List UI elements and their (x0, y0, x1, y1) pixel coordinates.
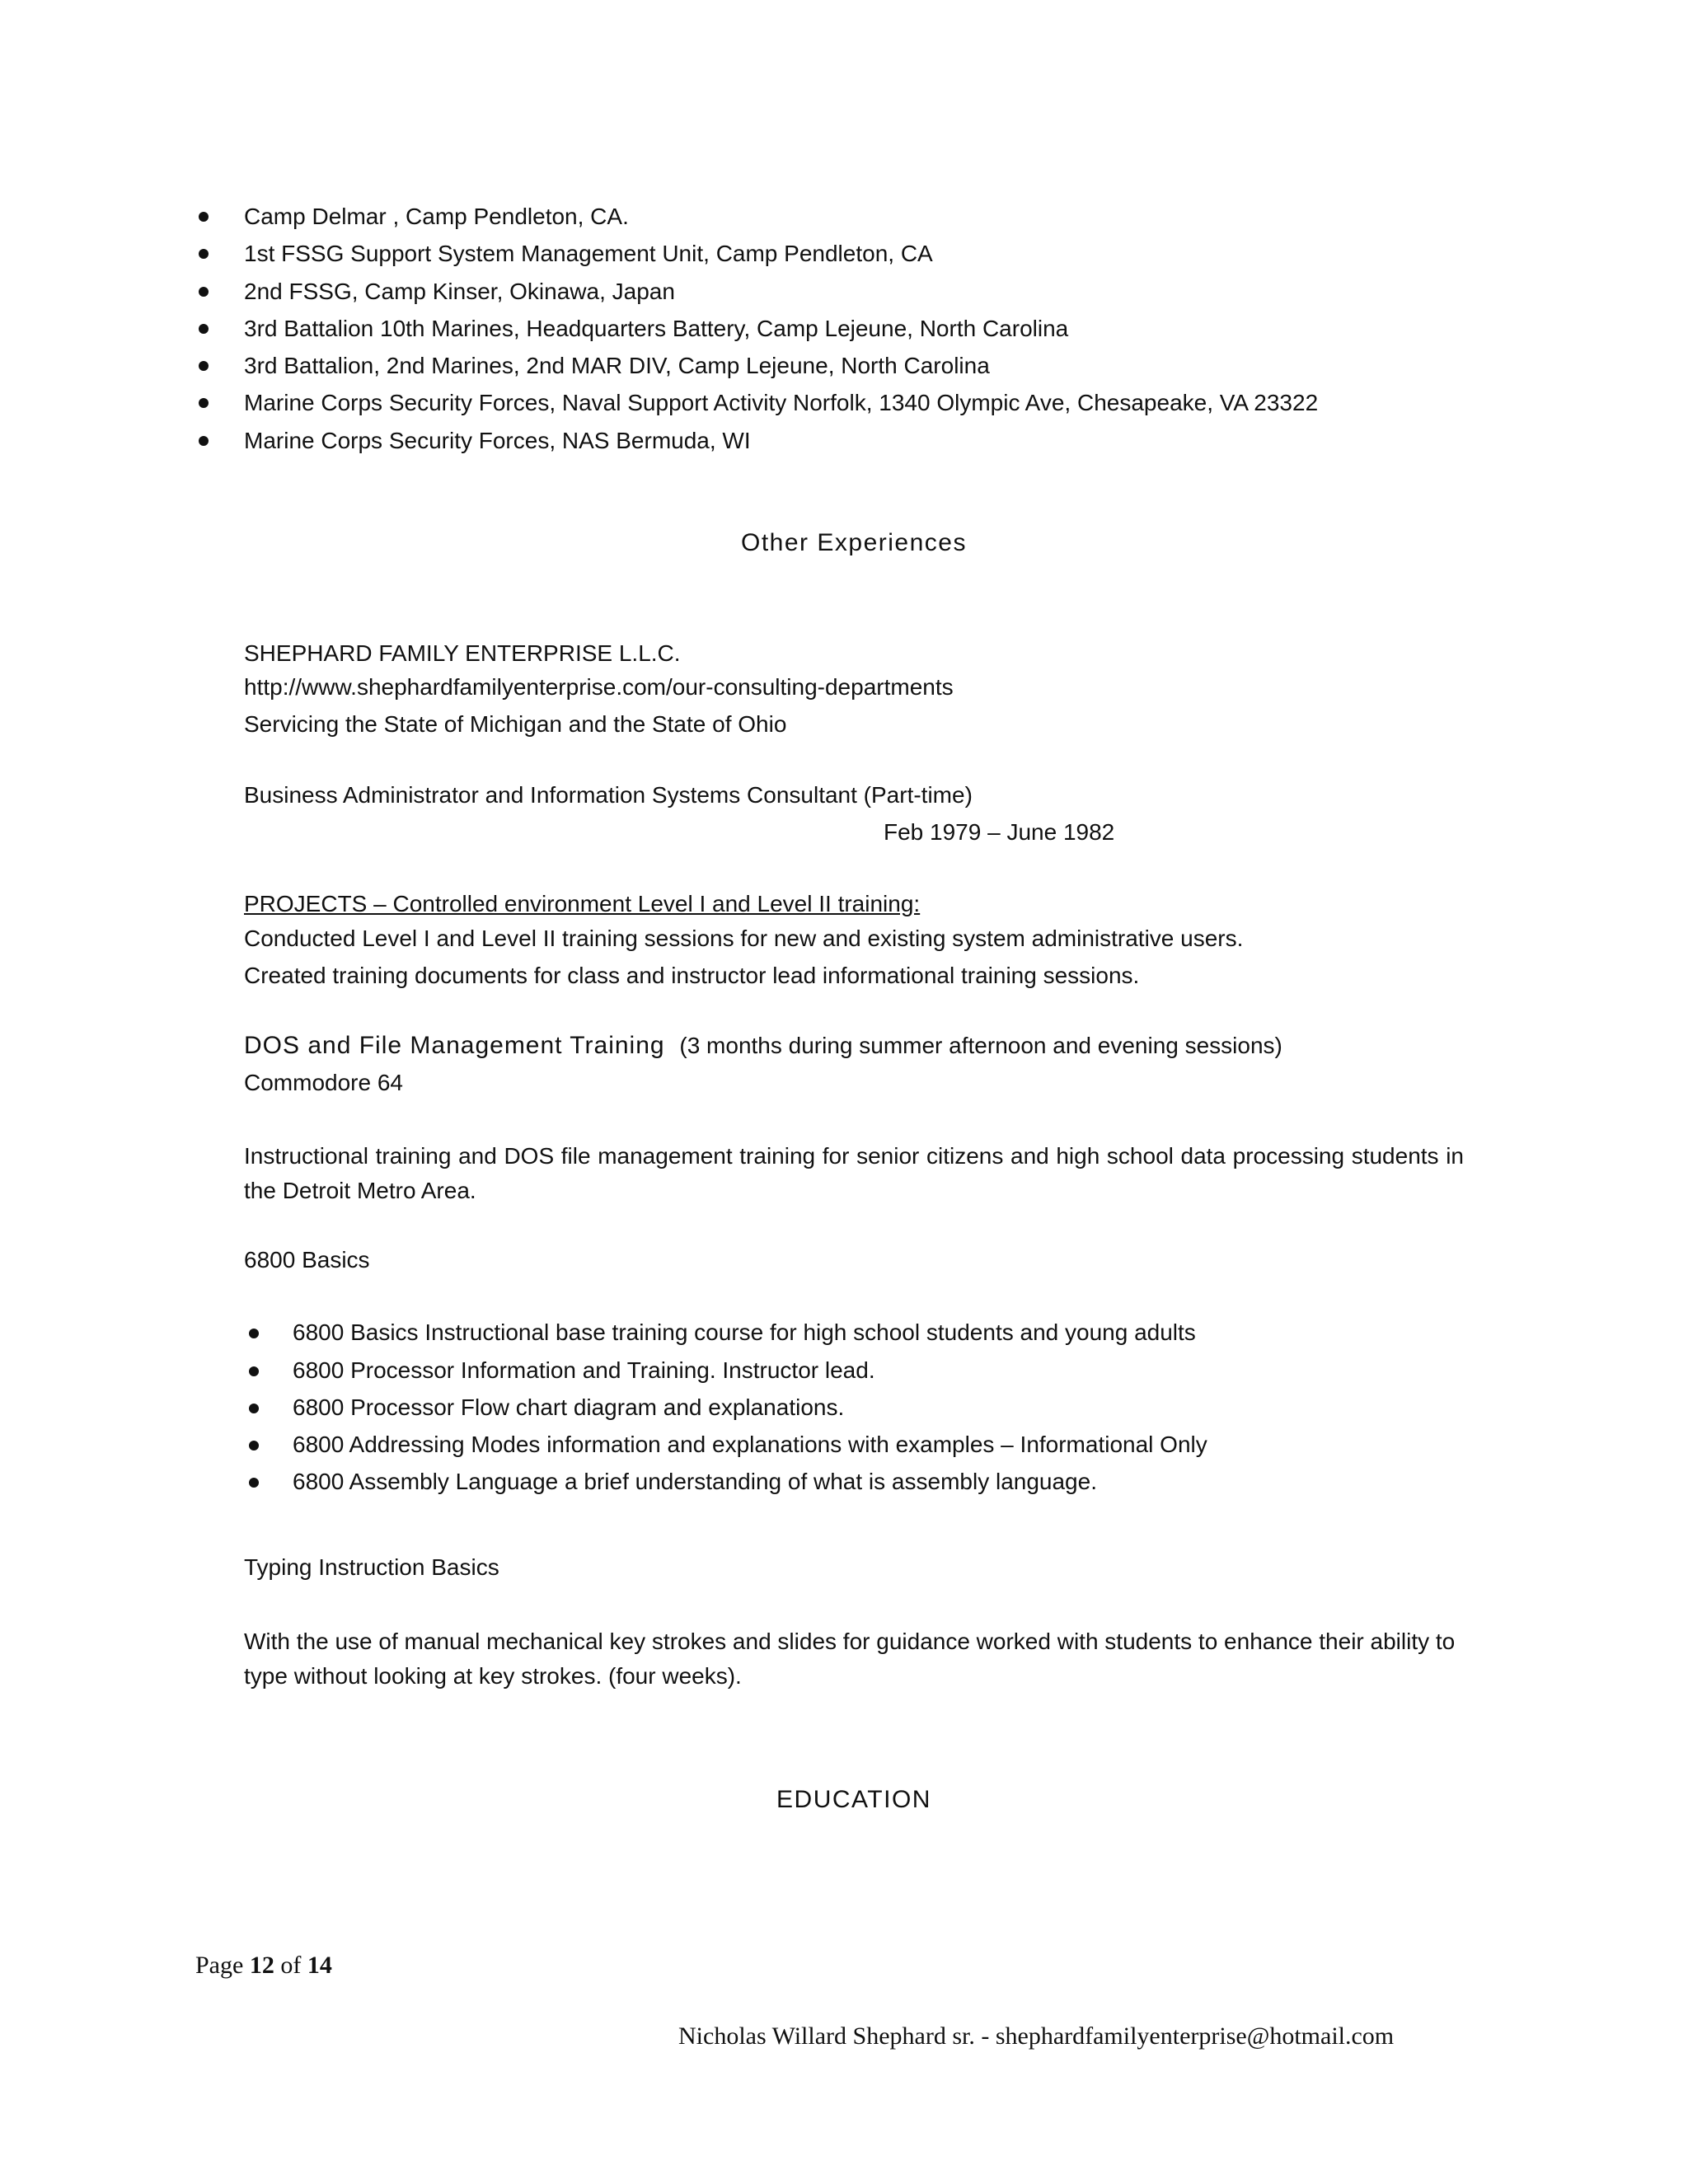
projects-line: Conducted Level I and Level II training sessions for new and existing system administrative users. (244, 926, 1244, 951)
projects-line: Created training documents for class and instructor lead informational training sessions. (244, 963, 1140, 988)
dos-machine: Commodore 64 (244, 1070, 403, 1095)
bullet-icon (199, 212, 209, 222)
page-label: Page (195, 1952, 244, 1979)
bullet-icon (249, 1441, 259, 1451)
bullet-icon (249, 1329, 259, 1338)
list-item: Camp Delmar , Camp Pendleton, CA. (244, 204, 629, 229)
dos-training-line (244, 1031, 1282, 1061)
list-item: 6800 Processor Flow chart diagram and explanations. (293, 1394, 845, 1420)
bullet-icon (249, 1366, 259, 1376)
projects-heading: PROJECTS – Controlled environment Level I and Level II training: (244, 891, 921, 916)
basics-heading: 6800 Basics (244, 1247, 370, 1272)
page-number (195, 1952, 332, 1980)
bullet-icon (199, 324, 209, 334)
bullet-icon (199, 436, 209, 446)
list-item: 3rd Battalion 10th Marines, Headquarters Battery, Camp Lejeune, North Carolina (244, 316, 1069, 341)
footer-author: Nicholas Willard Shephard sr. - shephardfamilyenterprise@hotmail.com (678, 2022, 1395, 2050)
company-url[interactable]: http://www.shephardfamilyenterprise.com/our-consulting-departments (244, 674, 954, 700)
list-item: 2nd FSSG, Camp Kinser, Okinawa, Japan (244, 279, 675, 304)
bullet-icon (199, 361, 209, 371)
bullet-icon (249, 1478, 259, 1488)
typing-paragraph: With the use of manual mechanical key strokes and slides for guidance worked with students to enhance their ability to type without looking at key strokes. (four weeks). (244, 1629, 1456, 1689)
bullet-icon (199, 287, 209, 297)
list-item: 1st FSSG Support System Management Unit, Camp Pendleton, CA (244, 241, 933, 266)
page-of: of (280, 1952, 302, 1979)
section-heading-other-experiences: Other Experiences (741, 529, 967, 556)
bullet-icon (199, 249, 209, 259)
list-item: Marine Corps Security Forces, Naval Support Activity Norfolk, 1340 Olympic Ave, Chesapeake, VA 23322 (244, 390, 1319, 415)
dos-paragraph: Instructional training and DOS file management training for senior citizens and high school data processing students in the Detroit Metro Area. (244, 1143, 1464, 1203)
page-current: 12 (249, 1952, 274, 1979)
list-item: 6800 Processor Information and Training. Instructor lead. (293, 1357, 875, 1383)
list-item: Marine Corps Security Forces, NAS Bermuda, WI (244, 428, 751, 453)
job-role: Business Administrator and Information Systems Consultant (Part-time) (244, 782, 973, 808)
dos-training-note: (3 months during summer afternoon and evening sessions) (679, 1033, 1282, 1058)
service-area: Servicing the State of Michigan and the State of Ohio (244, 711, 787, 737)
list-item: 6800 Addressing Modes information and explanations with examples – Informational Only (293, 1432, 1207, 1457)
bullet-icon (249, 1404, 259, 1413)
list-item: 3rd Battalion, 2nd Marines, 2nd MAR DIV, Camp Lejeune, North Carolina (244, 353, 990, 378)
typing-heading: Typing Instruction Basics (244, 1554, 499, 1580)
company-name: SHEPHARD FAMILY ENTERPRISE L.L.C. (244, 640, 681, 666)
page-total: 14 (307, 1952, 332, 1979)
bullet-icon (199, 398, 209, 408)
dos-training-title: DOS and File Management Training (244, 1032, 665, 1059)
list-item: 6800 Assembly Language a brief understanding of what is assembly language. (293, 1469, 1097, 1494)
list-item: 6800 Basics Instructional base training course for high school students and young adults (293, 1319, 1196, 1345)
job-dates: Feb 1979 – June 1982 (884, 819, 1115, 845)
section-heading-education: EDUCATION (776, 1786, 931, 1813)
